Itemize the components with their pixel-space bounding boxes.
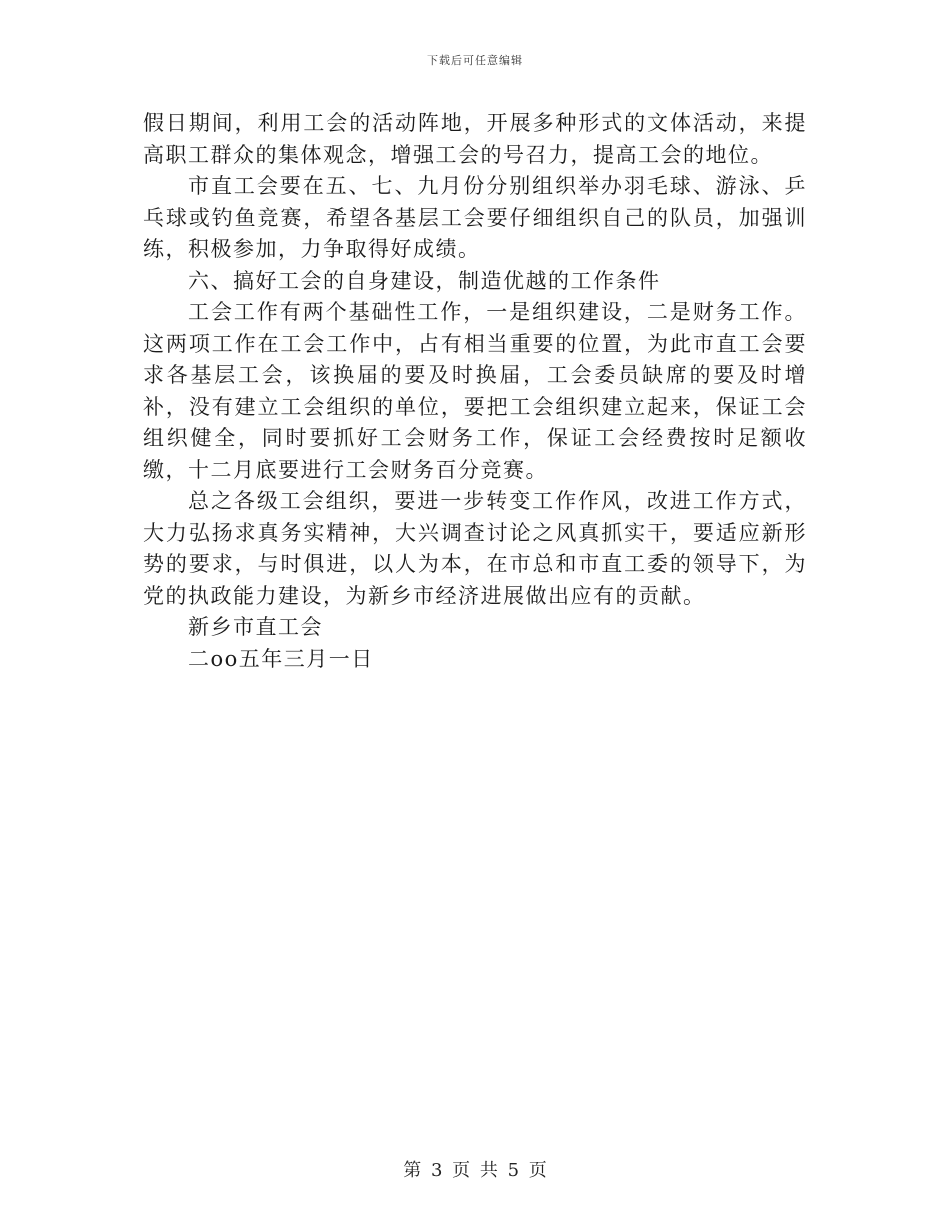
paragraph-foundation-work: 工会工作有两个基础性工作，一是组织建设，二是财务工作。这两项工作在工会工作中，占有相当重要的位置，为此市直工会要求各基层工会，该换届的要及时换届，工会委员缺席的要及时增补，没有建立工会组织的单位，要把工会组织建立起来，保证工会组织健全，同时要抓好工会财务工作，保证工会经费按时足额收缴，十二月底要进行工会财务百分竞赛。: [143, 300, 807, 482]
signature-date: 二oo五年三月一日: [188, 646, 374, 671]
signature-organization: 新乡市直工会: [188, 615, 323, 639]
page-number: 第 3 页 共 5 页: [403, 1160, 547, 1181]
page-header: 下载后可任意编辑: [427, 54, 523, 67]
section-heading-six: 六、搞好工会的自身建设，制造优越的工作条件: [188, 268, 661, 293]
paragraph-conclusion: 总之各级工会组织，要进一步转变工作作风，改进工作方式，大力弘扬求真务实精神，大兴调查讨论之风真抓实干，要适应新形势的要求，与时俱进，以人为本，在市总和市直工委的领导下，为党的执政能力建设，为新乡市经济进展做出应有的贡献。: [143, 489, 807, 608]
document-body: [143, 108, 807, 675]
paragraph-holiday-activities: 假日期间，利用工会的活动阵地，开展多种形式的文体活动，来提高职工群众的集体观念，增强工会的号召力，提高工会的地位。: [143, 111, 807, 167]
paragraph-sports-competitions: 市直工会要在五、七、九月份分别组织举办羽毛球、游泳、乒乓球或钓鱼竞赛，希望各基层工会要仔细组织自己的队员，加强训练，积极参加，力争取得好成绩。: [143, 174, 807, 261]
